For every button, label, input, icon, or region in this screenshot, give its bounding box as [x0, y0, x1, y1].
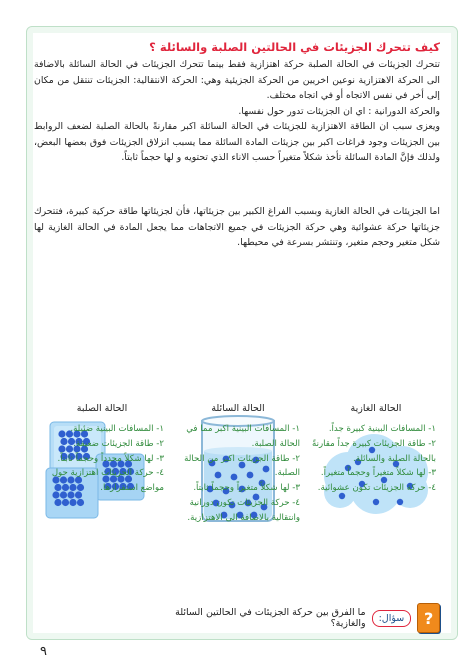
list-item: ١- المسافات البينية كبيرة جداً.	[328, 424, 436, 434]
list-item: ٤- حركة الجزيئات اهتزازية حول مواضع استقرارها.	[51, 468, 164, 494]
solid-properties-list	[36, 422, 164, 496]
liquid-properties-list	[172, 422, 300, 526]
list-item: ٤- حركة الجزيئات تكون دورانية وانتقالية بالاضافة الى الاهتزازية.	[187, 497, 300, 523]
molecule-dot	[397, 499, 403, 505]
list-item: ٢- طاقة الجزيئات اكبر من الحالة الصلبة.	[184, 453, 300, 479]
molecule-dot	[69, 499, 76, 506]
list-item: ٢- طاقة الجزيئات ضعيفة.	[73, 438, 164, 449]
list-item: ٣- لها شكلاً محدداً وحجماً ثابتاً.	[57, 453, 164, 464]
gas-paragraph	[34, 204, 440, 251]
list-item: ١- المسافات البينية ضئيلة.	[70, 424, 164, 434]
list-item: ١- المسافات البينية اكبر مما في الحالة الصلبة.	[186, 424, 300, 449]
paragraph-line: والحركة الدورانية : اي ان الجزيئات تدور حول نفسها.	[238, 105, 440, 117]
list-item: ٣- لها شكلاً متغيراً وحجماً ثابتاً.	[193, 483, 300, 494]
question-text: ما الفرق بين حركة الجزيئات في الحالتين السائلة والغازية؟	[175, 607, 366, 629]
gas-state-title: الحالة الغازية	[350, 403, 402, 414]
question-row	[150, 603, 440, 633]
list-item: ٣- لها شكلاً متغيراً وحجماً متغيراً.	[320, 468, 436, 479]
molecule-dot	[373, 499, 379, 505]
paragraph-line: تتحرك الجزيئات في الحالة الصلبة حركة اهتزازية فقط بينما تتحرك الجزيئات في الحالة السائلة بالاضافة الى الحركة الاهتزازية نوعين اخريين من الحركة الجزيئية وهي: الحركة الانتقالية: الجزيئات تنتقل من مكان إلى أخر في نفس الاتجاه أو في اتجاه مختلف.	[34, 59, 440, 101]
page-number: ٩	[40, 644, 47, 659]
molecule-dot	[77, 499, 84, 506]
section-heading: كيف تتحرك الجزيئات في الحالتين الصلبة والسائلة ؟	[149, 40, 440, 54]
list-item: ٤- حركة الجزيئات تكون عشوائية.	[317, 483, 436, 494]
molecule-dot	[62, 499, 69, 506]
intro-paragraph	[34, 57, 440, 166]
molecule-dot	[54, 499, 61, 506]
solid-state-title: الحالة الصلبة	[76, 403, 128, 414]
question-mark-icon: ?	[417, 603, 440, 633]
paragraph-line: اما الجزيئات في الحالة الغازية وبسبب الفراغ الكبير بين جزيئاتها، فأن لجزيئاتها طاقة حركية كبيرة، فتتحرك جزيئاتها حركة عشوائية وهي حركة الجزيئات في جميع الاتجاهات مما يجعل المادة في الحالة الغازية لها شكل متغير وحجم متغير، وتنتشر بسرعة في محيطها.	[34, 206, 440, 248]
question-label: سؤال:	[372, 610, 412, 627]
gas-properties-list	[308, 422, 436, 496]
list-item: ٢- طاقة الجزيئات كبيرة جداً مقارنةً بالحالة الصلبة والسائلة.	[312, 438, 436, 464]
liquid-state-title: الحالة السائلة	[211, 403, 265, 414]
paragraph-line: ويعزى سبب ان الطاقة الاهتزازية للجزيئات في الحالة السائلة اكبر مقارنةً بالحالة الصلبة لضعف الروابط بين الجزيئات وجود فراغات اكبر بين جزيئات المادة السائلة مما يسبب انزلاق الجزيئات فوق بعضها البعض، ولذلك فإنَّ المادة السائلة تأخذ شكلاً متغيراً حسب الاناء الذي تحتويه و لها حجماً ثابتاً.	[34, 121, 440, 163]
